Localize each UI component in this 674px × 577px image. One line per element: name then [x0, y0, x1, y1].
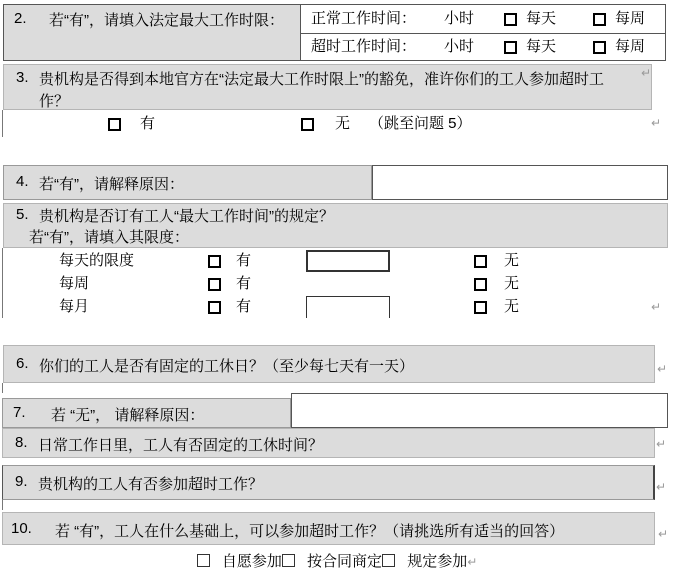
- monthly-limit-value-box[interactable]: [306, 296, 390, 318]
- daily-limit-yes-checkbox[interactable]: [208, 255, 221, 268]
- monthly-limit-yes-label: 有: [236, 298, 252, 315]
- monthly-limit-yes-checkbox[interactable]: [208, 301, 221, 314]
- question-5-text: 贵机构是否订有工人“最大工作时间”的规定？: [39, 208, 334, 225]
- q7-answer-box[interactable]: [291, 393, 668, 428]
- voluntary-label: 自愿参加: [221, 553, 282, 570]
- monthly-limit-no-label: 无: [504, 298, 520, 315]
- daily-limit-label: 每天的限度: [59, 252, 135, 269]
- q3-no-note: （跳至问题 5）: [369, 115, 472, 132]
- q3-yes-label: 有: [140, 115, 156, 132]
- daily-limit-value-box[interactable]: [306, 250, 390, 272]
- question-2-table: [3, 4, 666, 61]
- overtime-hours-label: 超时工作时间：: [311, 38, 417, 55]
- daily-limit-yes-label: 有: [236, 252, 252, 269]
- normal-per-week-checkbox[interactable]: [593, 13, 606, 26]
- paragraph-mark: ↵: [657, 362, 668, 376]
- daily-limit-row: [3, 250, 670, 272]
- question-6-header: [3, 345, 655, 383]
- q10-options-row: [0, 550, 674, 574]
- normal-per-week-label: 每周: [615, 10, 646, 27]
- question-7-label: 若 “无”， 请解释原因：: [51, 407, 205, 424]
- normal-hours-label: 正常工作时间：: [311, 10, 417, 27]
- overtime-per-day-label: 每天: [526, 38, 557, 55]
- question-5-number: 5.: [16, 206, 29, 223]
- weekly-limit-row: [3, 273, 670, 295]
- question-5-header: [3, 203, 668, 248]
- daily-limit-no-checkbox[interactable]: [474, 255, 487, 268]
- monthly-limit-label: 每月: [59, 298, 90, 315]
- question-6-number: 6.: [16, 355, 29, 372]
- overtime-hours-unit: 小时: [444, 38, 475, 55]
- mandatory-checkbox[interactable]: [382, 554, 395, 567]
- question-7-number: 7.: [13, 404, 26, 421]
- question-10-number: 10.: [11, 520, 32, 537]
- question-2-label: 若“有”，请填入法定最大工作时限：: [49, 12, 284, 29]
- question-9-text: 贵机构的工人有否参加超时工作？: [38, 476, 264, 493]
- table-border-tick: [2, 383, 3, 393]
- monthly-limit-row: [3, 296, 670, 318]
- question-10-header: [2, 512, 655, 545]
- q4-answer-box[interactable]: [372, 165, 668, 200]
- weekly-limit-yes-label: 有: [236, 275, 252, 292]
- question-5-subtext: 若“有”，请填入其限度：: [29, 229, 189, 246]
- question-9-number: 9.: [15, 473, 28, 490]
- q3-no-label: 无: [335, 115, 351, 132]
- normal-hours-unit: 小时: [444, 10, 475, 27]
- question-8-header: [2, 428, 655, 458]
- contract-checkbox[interactable]: [282, 554, 295, 567]
- question-4-label: 若“有”，请解释原因：: [39, 176, 184, 193]
- mandatory-label: 规定参加: [407, 553, 468, 570]
- question-4-number: 4.: [16, 173, 29, 190]
- question-2-label-cell: [4, 5, 301, 60]
- contract-label: 按合同商定: [307, 553, 383, 570]
- question-3-header: [3, 64, 652, 110]
- question-5-options: [2, 248, 670, 318]
- question-3-number: 3.: [16, 69, 29, 86]
- daily-limit-no-label: 无: [504, 252, 520, 269]
- question-9-header: [2, 465, 655, 500]
- overtime-hours-row: [301, 33, 665, 61]
- paragraph-mark: ↵: [467, 555, 478, 569]
- question-8-text: 日常工作日里，工人有否固定的工休时间？: [38, 437, 324, 454]
- q3-yes-checkbox[interactable]: [108, 118, 121, 131]
- table-border-tick: [2, 500, 3, 510]
- question-4-header: [3, 165, 372, 200]
- normal-hours-row: [301, 5, 665, 34]
- question-10-text: 若 “有”，工人在什么基础上，可以参加超时工作？（请挑选所有适当的回答）: [55, 523, 565, 540]
- overtime-per-week-label: 每周: [615, 38, 646, 55]
- question-3-text: 贵机构是否得到本地官方在“法定最大工作时限上”的豁免，准许你们的工人参加超时工作？: [39, 71, 604, 110]
- overtime-per-week-checkbox[interactable]: [593, 41, 606, 54]
- weekly-limit-no-label: 无: [504, 275, 520, 292]
- question-7-header: [2, 398, 291, 428]
- paragraph-mark: ↵: [658, 527, 669, 541]
- question-6-text: 你们的工人是否有固定的工休日？（至少每七天有一天）: [39, 358, 415, 375]
- weekly-limit-yes-checkbox[interactable]: [208, 278, 221, 291]
- paragraph-mark: ↵: [651, 300, 662, 314]
- paragraph-mark: ↵: [656, 437, 667, 451]
- paragraph-mark: ↵: [641, 66, 652, 80]
- normal-per-day-label: 每天: [526, 10, 557, 27]
- question-3-options-row: [2, 110, 670, 137]
- weekly-limit-label: 每周: [59, 275, 90, 292]
- weekly-limit-no-checkbox[interactable]: [474, 278, 487, 291]
- q3-no-checkbox[interactable]: [301, 118, 314, 131]
- overtime-per-day-checkbox[interactable]: [504, 41, 517, 54]
- normal-per-day-checkbox[interactable]: [504, 13, 517, 26]
- question-8-number: 8.: [15, 434, 28, 451]
- paragraph-mark: ↵: [651, 116, 662, 130]
- monthly-limit-no-checkbox[interactable]: [474, 301, 487, 314]
- paragraph-mark: ↵: [656, 480, 667, 494]
- voluntary-checkbox[interactable]: [197, 554, 210, 567]
- question-2-number: 2.: [14, 10, 27, 27]
